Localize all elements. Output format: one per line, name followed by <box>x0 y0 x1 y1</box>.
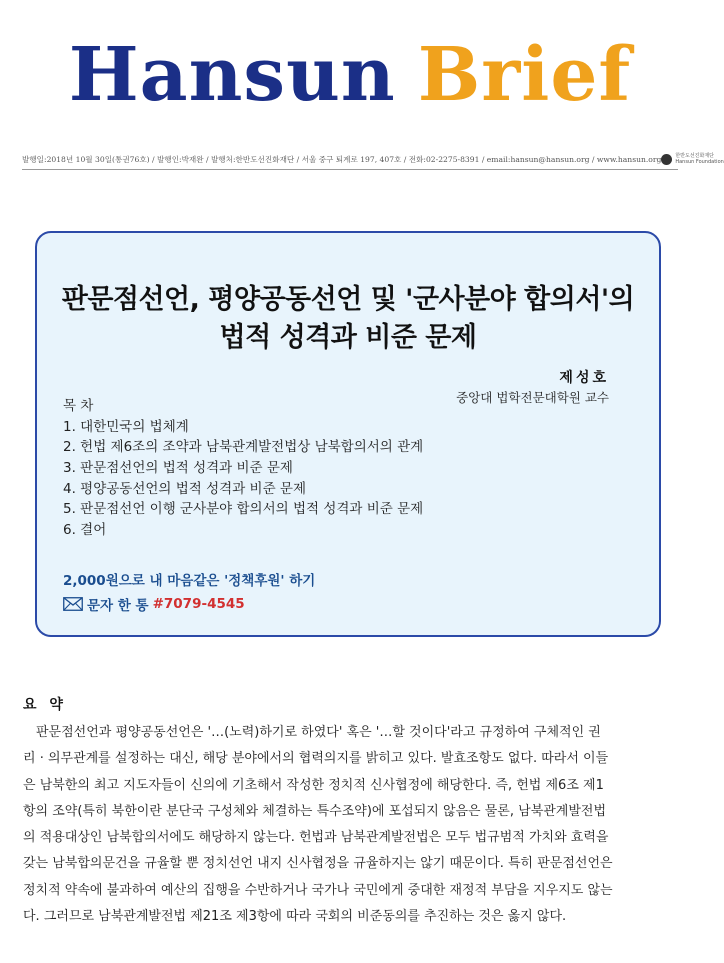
article-title-line1: 판문점선언, 평양공동선언 및 '군사분야 합의서'의 <box>61 284 635 315</box>
article-info-box <box>35 231 661 637</box>
envelope-icon <box>63 597 83 611</box>
publication-info-text: 발행일:2018년 10월 30일(통권76호) / 발행인:박재완 / 발행처:한반도선진화재단 / 서울 중구 퇴계로 197, 407호 / 전화:02-2275-8391 / email:hansun@hansun.org / www.hansun.org <box>22 154 662 164</box>
author-affiliation: 중앙대 법학전문대학원 교수 <box>456 390 609 405</box>
foundation-logo-en: Hansun Foundation <box>675 159 724 165</box>
summary-body <box>23 720 678 930</box>
foundation-logo-icon <box>661 154 672 165</box>
article-title-line2: 법적 성격과 비준 문제 <box>219 322 477 353</box>
masthead-hansun: Hansun <box>68 32 396 118</box>
summary-line: 갖는 남북합의문건을 규율할 뿐 정치선언 내지 신사협정을 규율하지는 않기 때문이다. 특히 판문점선언은 <box>23 856 613 872</box>
summary-line: 항의 조약(특히 북한이란 분단국 구성체와 체결하는 특수조약)에 포섭되지 않음은 물론, 남북관계발전법 <box>23 803 607 819</box>
toc-item: 1. 대한민국의 법체계 <box>63 418 189 435</box>
foundation-logo <box>661 153 723 165</box>
author-name: 제성호 <box>559 370 609 386</box>
summary-line: 의 적용대상인 남북합의서에도 해당하지 않는다. 헌법과 남북관계발전법은 모두 법규범적 가치와 효력을 <box>23 830 609 846</box>
sms-donation <box>63 594 245 614</box>
masthead <box>0 30 700 120</box>
summary-line: 판문점선언과 평양공동선언은 '…(노력)하기로 하였다' 혹은 '…할 것이다'라고 규정하여 구체적인 권 <box>36 725 601 740</box>
toc-item: 3. 판문점선언의 법적 성격과 비준 문제 <box>63 460 293 477</box>
summary-heading: 요 약 <box>23 697 67 713</box>
foundation-logo-ko: 한반도선진화재단 <box>675 153 715 159</box>
support-line: 2,000원으로 내 마음같은 '정책후원' 하기 <box>63 573 316 589</box>
summary-line: 리 · 의무관계를 설정하는 대신, 해당 분야에서의 협력의지를 밝히고 있다. 발효조항도 없다. 따라서 이들 <box>23 751 609 767</box>
toc-item: 4. 평양공동선언의 법적 성격과 비준 문제 <box>63 480 306 497</box>
summary-line: 은 남북한의 최고 지도자들이 신의에 기초해서 작성한 정치적 신사협정에 해당한다. 즉, 헌법 제6조 제1 <box>23 777 604 793</box>
toc-item: 6. 결어 <box>63 522 107 539</box>
masthead-brief: Brief <box>417 32 632 118</box>
sms-number: #7079-4545 <box>152 596 245 612</box>
toc-item: 5. 판문점선언 이행 군사분야 합의서의 법적 성격과 비준 문제 <box>63 501 424 518</box>
summary-line: 정치적 약속에 불과하여 예산의 집행을 수반하거나 국가나 국민에게 중대한 재정적 부담을 지우지도 않는 <box>23 882 613 898</box>
summary-line: 다. 그러므로 남북관계발전법 제21조 제3항에 따라 국회의 비준동의를 추진하는 것은 옳지 않다. <box>23 909 567 925</box>
sms-label: 문자 한 통 <box>87 598 149 614</box>
toc-item: 2. 헌법 제6조의 조약과 남북관계발전법상 남북합의서의 관계 <box>63 439 424 456</box>
publication-info-bar <box>22 149 724 170</box>
toc-heading: 목 차 <box>63 398 94 414</box>
table-of-contents <box>63 396 423 541</box>
